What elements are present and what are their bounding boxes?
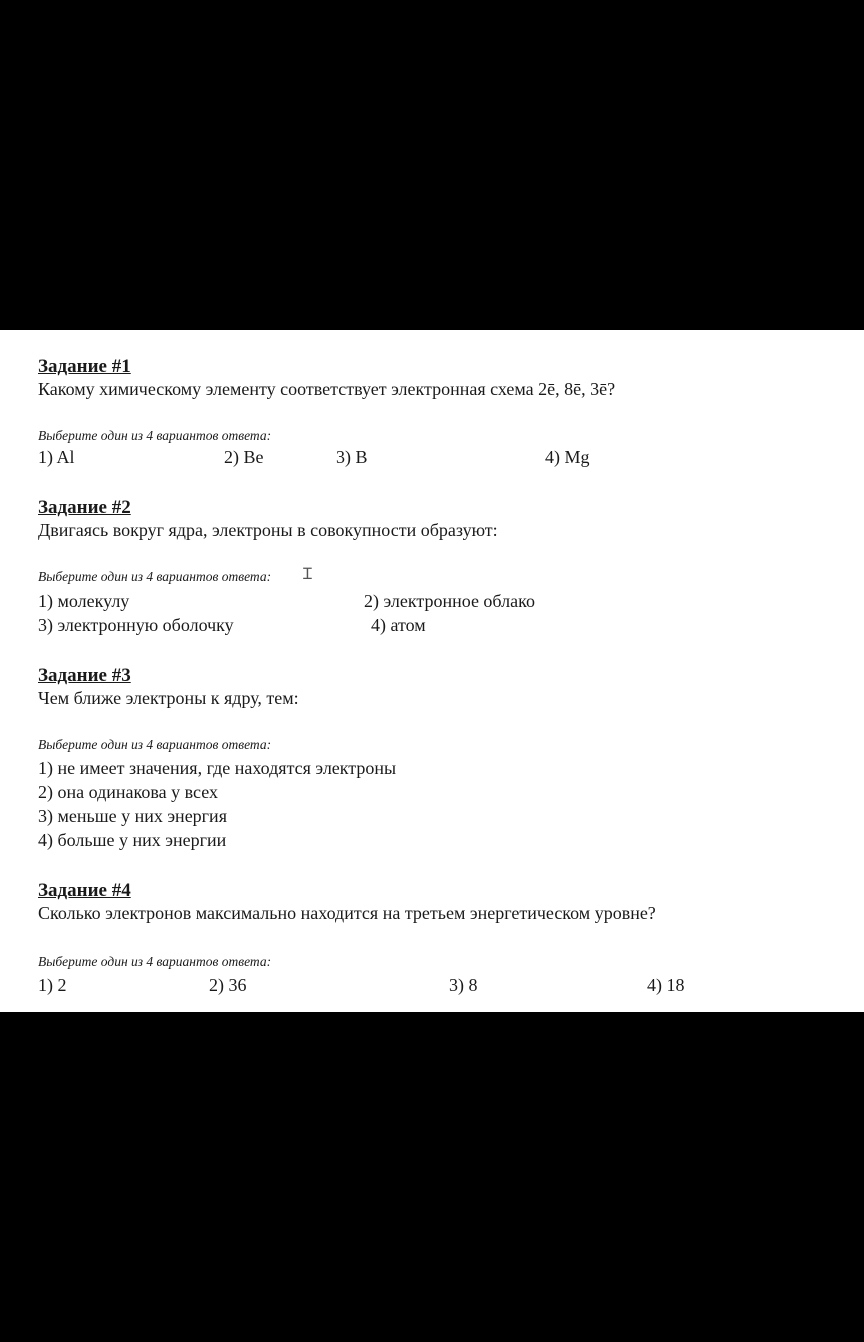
task-2-option-4[interactable]: 4) атом bbox=[371, 615, 426, 635]
task-1-question: Какому химическому элементу соответствует электронная схема 2ē, 8ē, 3ē? bbox=[38, 379, 616, 399]
task-4-title: Задание #4 bbox=[38, 880, 131, 901]
task-1-hint: Выберите один из 4 вариантов ответа: bbox=[38, 428, 272, 443]
task-3-option-3[interactable]: 3) меньше у них энергия bbox=[38, 806, 227, 826]
task-3-title: Задание #3 bbox=[38, 665, 131, 686]
task-3 bbox=[38, 665, 838, 850]
task-2 bbox=[38, 497, 838, 635]
task-2-question: Двигаясь вокруг ядра, электроны в совокупности образуют: bbox=[38, 520, 498, 540]
text-cursor-icon: Ɪ bbox=[303, 566, 312, 583]
task-1 bbox=[38, 356, 838, 467]
task-1-option-2[interactable]: 2) Be bbox=[224, 447, 264, 467]
task-2-option-1[interactable]: 1) молекулу bbox=[38, 591, 130, 611]
task-4 bbox=[38, 880, 838, 995]
task-4-question: Сколько электронов максимально находится на третьем энергетическом уровне? bbox=[38, 903, 656, 923]
task-1-option-3[interactable]: 3) B bbox=[336, 447, 368, 467]
task-3-option-1[interactable]: 1) не имеет значения, где находятся электроны bbox=[38, 758, 397, 778]
task-1-option-1[interactable]: 1) Al bbox=[38, 447, 75, 467]
task-2-option-2[interactable]: 2) электронное облако bbox=[364, 591, 535, 611]
bottom-black-band bbox=[0, 1012, 864, 1342]
task-3-option-2[interactable]: 2) она одинакова у всех bbox=[38, 782, 218, 802]
task-4-option-1[interactable]: 1) 2 bbox=[38, 975, 67, 995]
task-3-question: Чем ближе электроны к ядру, тем: bbox=[38, 688, 299, 708]
task-2-hint: Выберите один из 4 вариантов ответа: bbox=[38, 569, 272, 584]
worksheet-page bbox=[0, 330, 864, 1012]
task-4-option-3[interactable]: 3) 8 bbox=[449, 975, 478, 995]
task-1-title: Задание #1 bbox=[38, 356, 131, 377]
task-4-option-4[interactable]: 4) 18 bbox=[647, 975, 685, 995]
task-4-hint: Выберите один из 4 вариантов ответа: bbox=[38, 954, 272, 969]
task-4-option-2[interactable]: 2) 36 bbox=[209, 975, 247, 995]
task-2-option-3[interactable]: 3) электронную оболочку bbox=[38, 615, 234, 635]
task-3-hint: Выберите один из 4 вариантов ответа: bbox=[38, 737, 272, 752]
task-1-option-4[interactable]: 4) Mg bbox=[545, 447, 590, 467]
task-2-title: Задание #2 bbox=[38, 497, 131, 518]
task-3-option-4[interactable]: 4) больше у них энергии bbox=[38, 830, 227, 850]
top-black-band bbox=[0, 0, 864, 330]
